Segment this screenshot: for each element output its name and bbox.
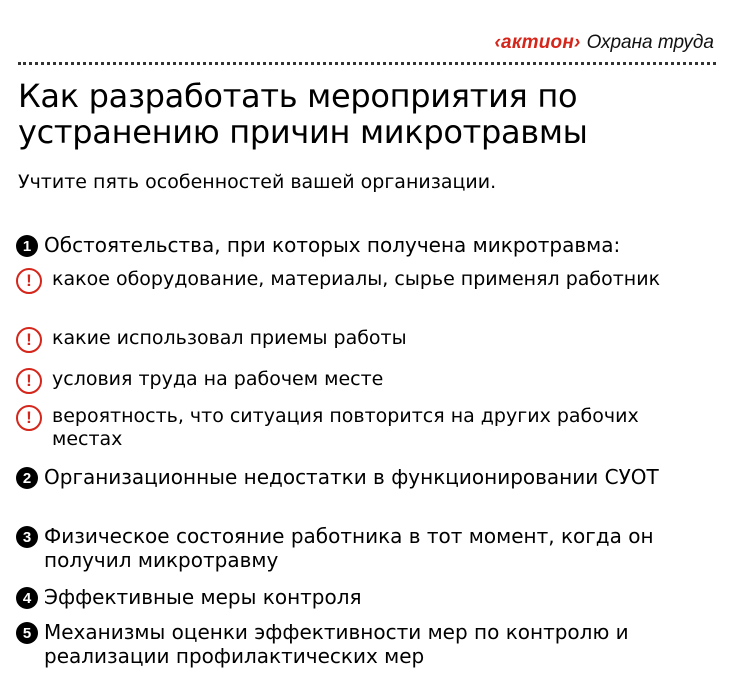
page-subtitle: Учтите пять особенностей вашей организации.: [18, 171, 497, 193]
sub-item-text: какие использовал приемы работы: [52, 327, 407, 349]
number-badge: 4: [16, 587, 38, 609]
list-item-2: [16, 465, 694, 489]
list-item-4: [16, 585, 694, 609]
page-title: Как разработать мероприятия по устранению причин микротравмы: [18, 77, 588, 151]
warning-icon: !: [16, 368, 42, 394]
list-item-text: Механизмы оценки эффективности мер по контролю и реализации профилактических мер: [44, 620, 629, 668]
sub-item-text: вероятность, что ситуация повторится на других рабочих местах: [52, 405, 639, 450]
list-item-3: [16, 524, 694, 572]
number-badge: 2: [16, 467, 38, 489]
list-item-text: Эффективные меры контроля: [44, 585, 362, 609]
warning-icon: !: [16, 405, 42, 431]
sub-item-text: какое оборудование, материалы, сырье применял работник: [52, 268, 661, 290]
number-badge: 3: [16, 526, 38, 548]
dotted-divider: [18, 62, 716, 65]
warning-icon: !: [16, 268, 42, 294]
header: [495, 30, 714, 56]
number-badge: 5: [16, 622, 38, 644]
list-item-text: Обстоятельства, при которых получена микротравма:: [44, 233, 621, 257]
list-item-text: Физическое состояние работника в тот момент, когда он получил микротравму: [44, 524, 654, 572]
list-item-text: Организационные недостатки в функционировании СУОТ: [44, 465, 659, 489]
list-item-5: [16, 620, 694, 668]
warning-icon: !: [16, 327, 42, 353]
sub-item-1: [16, 268, 692, 294]
sub-item-text: условия труда на рабочем месте: [52, 368, 384, 390]
sub-item-4: [16, 405, 692, 451]
section-name: Охрана труда: [586, 32, 714, 53]
sub-item-3: [16, 368, 692, 394]
brand-logo: ‹актион›: [494, 32, 581, 53]
sub-item-2: [16, 327, 692, 353]
list-item-1: [16, 233, 694, 257]
number-badge: 1: [16, 235, 38, 257]
